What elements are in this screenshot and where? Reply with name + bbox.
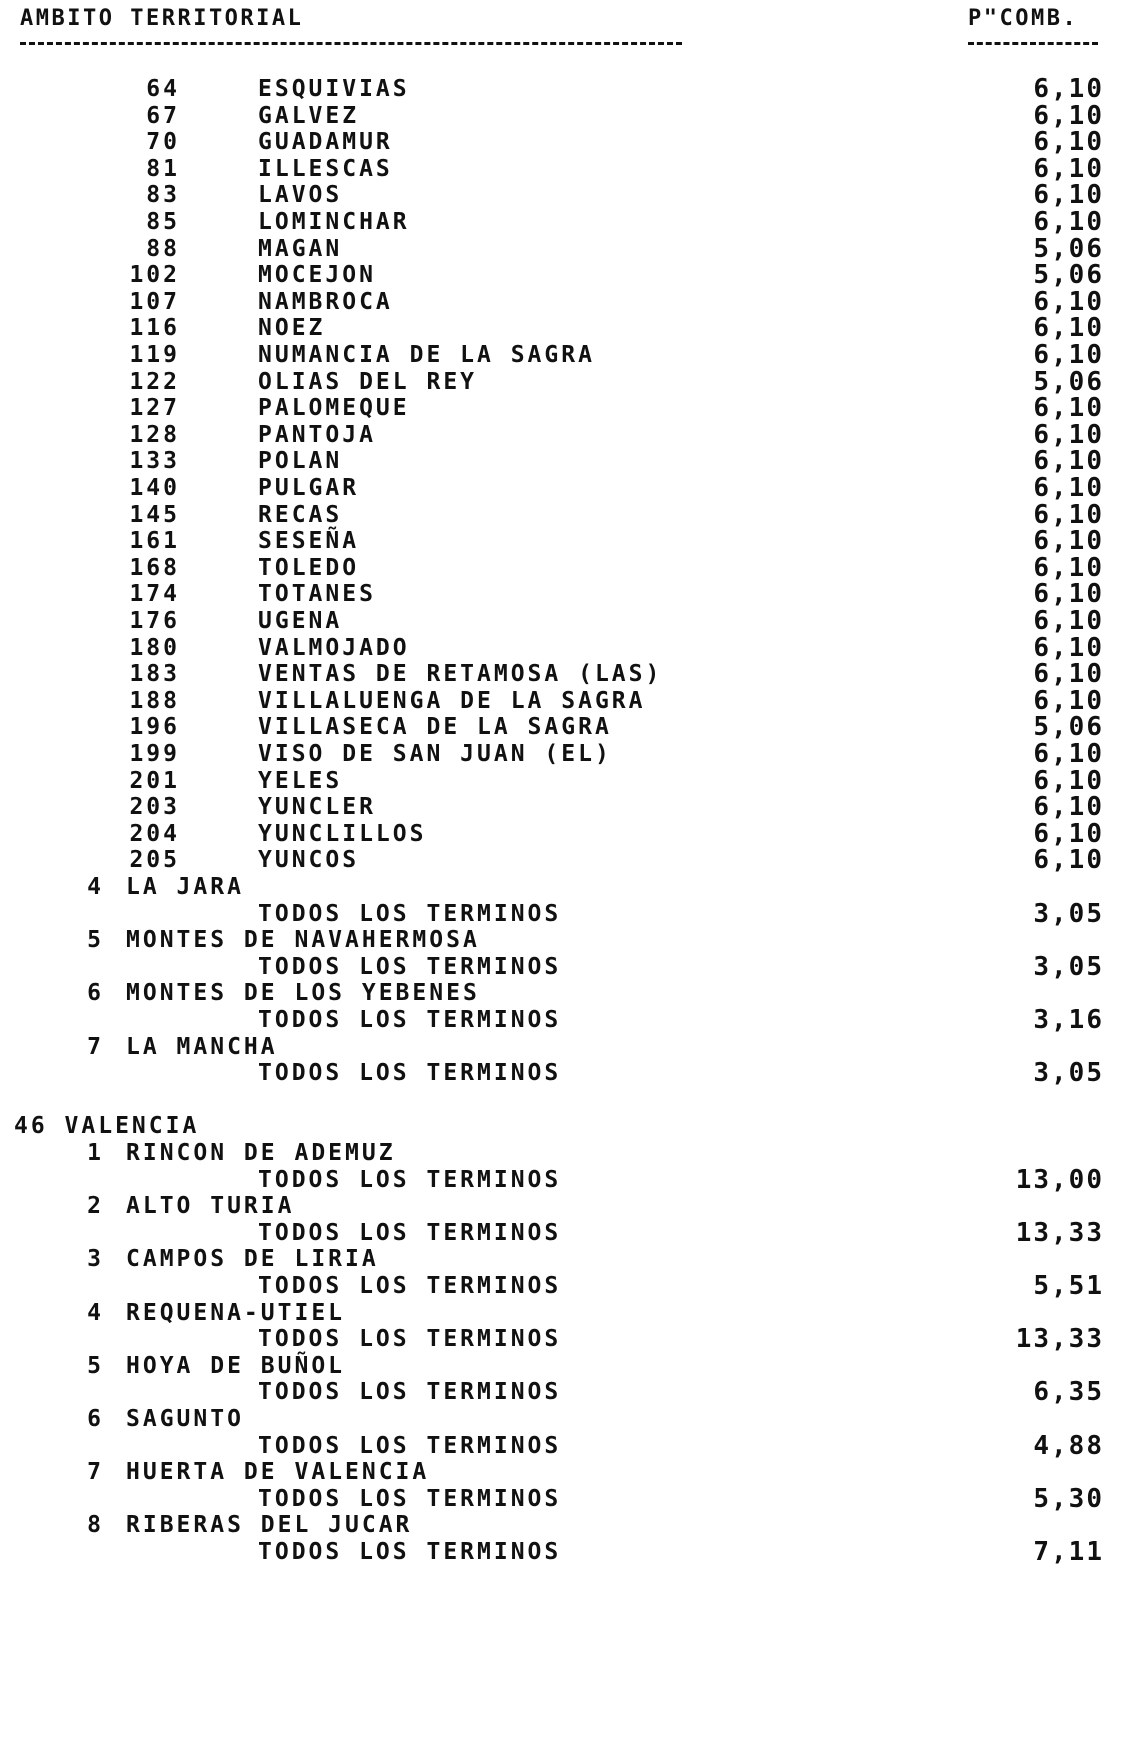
- pcomb-value: 6,10: [1033, 74, 1104, 104]
- comarca-name: RINCON DE ADEMUZ: [126, 1140, 396, 1166]
- comarca-heading-row: [0, 873, 1126, 902]
- municipality-code: 102: [129, 262, 180, 289]
- municipality-name: ILLESCAS: [258, 155, 393, 182]
- comarca-number: 5: [87, 927, 104, 954]
- comarca-name: MONTES DE NAVAHERMOSA: [126, 927, 480, 954]
- table-row: [0, 128, 1126, 157]
- table-row: [0, 634, 1126, 663]
- municipality-code: 127: [129, 395, 180, 422]
- municipality-code: 161: [129, 528, 180, 555]
- comarca-heading-row: [0, 1352, 1126, 1381]
- table-row: [0, 793, 1126, 822]
- municipality-name: TODOS LOS TERMINOS: [258, 1007, 562, 1033]
- municipality-name: SESEÑA: [258, 528, 360, 555]
- municipality-code: 88: [146, 235, 180, 262]
- municipality-name: TODOS LOS TERMINOS: [258, 900, 562, 927]
- municipality-name: TODOS LOS TERMINOS: [258, 1326, 562, 1353]
- table-row: [0, 687, 1126, 716]
- pcomb-value: 5,06: [1033, 260, 1104, 291]
- pcomb-value: 6,10: [1033, 127, 1104, 158]
- table-row: [0, 607, 1126, 636]
- municipality-name: PULGAR: [258, 475, 360, 501]
- comarca-number: 6: [87, 1406, 104, 1432]
- pcomb-value: 6,10: [1033, 765, 1104, 796]
- comarca-number: 6: [87, 980, 104, 1007]
- table-row: [0, 527, 1126, 556]
- pcomb-value: 6,10: [1033, 393, 1104, 424]
- pcomb-value: 6,10: [1033, 792, 1104, 823]
- table-row: [0, 846, 1126, 875]
- municipality-name: TOLEDO: [258, 554, 360, 581]
- table-row: [0, 288, 1126, 317]
- table-row: [0, 314, 1126, 343]
- table-row: [0, 713, 1126, 742]
- pcomb-value: 6,10: [1033, 526, 1104, 557]
- pcomb-value: 7,11: [1033, 1537, 1104, 1567]
- table-row: [0, 1485, 1126, 1514]
- pcomb-value: 6,10: [1033, 499, 1104, 530]
- comarca-heading-row: [0, 1245, 1126, 1274]
- pcomb-value: 6,10: [1033, 153, 1104, 184]
- pcomb-value: 6,10: [1033, 552, 1104, 583]
- comarca-heading-row: [0, 1192, 1126, 1221]
- municipality-code: 67: [146, 102, 180, 129]
- table-row: [0, 1272, 1126, 1301]
- municipality-code: 119: [129, 342, 180, 368]
- comarca-heading-row: [0, 926, 1126, 955]
- municipality-code: 64: [146, 76, 180, 102]
- table-row: [0, 767, 1126, 796]
- municipality-name: GALVEZ: [258, 102, 360, 129]
- municipality-code: 180: [129, 634, 180, 661]
- municipality-name: YELES: [258, 767, 343, 794]
- pcomb-value: 13,33: [1015, 1217, 1104, 1248]
- comarca-number: 7: [87, 1459, 104, 1486]
- municipality-code: 201: [129, 767, 180, 794]
- municipality-code: 176: [129, 608, 180, 634]
- comarca-number: 3: [87, 1246, 104, 1273]
- table-row: [0, 1219, 1126, 1248]
- comarca-number: 5: [87, 1352, 104, 1379]
- table-row: [0, 341, 1126, 370]
- municipality-name: VILLASECA DE LA SAGRA: [258, 714, 612, 741]
- pcomb-value: 6,10: [1033, 207, 1104, 237]
- municipality-code: 107: [129, 288, 180, 315]
- table-row: [0, 368, 1126, 397]
- comarca-heading-row: [0, 979, 1126, 1008]
- municipality-name: RECAS: [258, 501, 343, 528]
- pcomb-value: 6,10: [1033, 818, 1104, 849]
- table-row: [0, 208, 1126, 237]
- table-row: [0, 75, 1126, 104]
- pcomb-value: 6,10: [1033, 340, 1104, 370]
- table-row: [0, 740, 1126, 769]
- comarca-name: LA MANCHA: [126, 1033, 278, 1060]
- municipality-code: 70: [146, 129, 180, 156]
- pcomb-value: 6,10: [1033, 180, 1104, 211]
- municipality-name: YUNCOS: [258, 847, 360, 874]
- table-row: [0, 501, 1126, 530]
- pcomb-value: 6,10: [1033, 100, 1104, 131]
- table-row: [0, 394, 1126, 423]
- municipality-code: 199: [129, 741, 180, 767]
- table-row: [0, 554, 1126, 583]
- municipality-code: 116: [129, 315, 180, 342]
- municipality-name: VILLALUENGA DE LA SAGRA: [258, 687, 646, 714]
- municipality-code: 128: [129, 421, 180, 448]
- municipality-name: VISO DE SAN JUAN (EL): [258, 741, 612, 767]
- municipality-name: NAMBROCA: [258, 288, 393, 315]
- pcomb-value: 6,10: [1033, 845, 1104, 876]
- comarca-number: 4: [87, 874, 104, 900]
- pcomb-value: 6,10: [1033, 419, 1104, 450]
- table-row: [0, 235, 1126, 264]
- table-row: [0, 261, 1126, 290]
- comarca-name: MONTES DE LOS YEBENES: [126, 980, 480, 1007]
- municipality-name: VALMOJADO: [258, 634, 410, 661]
- municipality-name: TODOS LOS TERMINOS: [258, 1166, 562, 1193]
- pcomb-value: 6,35: [1033, 1377, 1104, 1408]
- municipality-name: LOMINCHAR: [258, 209, 410, 235]
- comarca-heading-row: [0, 1511, 1126, 1540]
- comarca-heading-row: [0, 1458, 1126, 1487]
- municipality-name: ESQUIVIAS: [258, 76, 410, 102]
- municipality-code: 145: [129, 501, 180, 528]
- municipality-name: TODOS LOS TERMINOS: [258, 953, 562, 980]
- comarca-name: RIBERAS DEL JUCAR: [126, 1512, 413, 1539]
- pcomb-value: 13,00: [1015, 1164, 1104, 1195]
- municipality-code: 122: [129, 368, 180, 395]
- table-row: [0, 181, 1126, 210]
- comarca-heading-row: [0, 1139, 1126, 1168]
- municipality-code: 168: [129, 554, 180, 581]
- municipality-name: TODOS LOS TERMINOS: [258, 1539, 562, 1565]
- table-row: [0, 1059, 1126, 1088]
- table-row: [0, 820, 1126, 849]
- table-row: [0, 421, 1126, 450]
- table-row: [0, 1432, 1126, 1461]
- comarca-name: REQUENA-UTIEL: [126, 1299, 346, 1326]
- table-row: [0, 900, 1126, 929]
- pcomb-value: 6,10: [1033, 606, 1104, 636]
- table-row: [0, 580, 1126, 609]
- municipality-name: TOTANES: [258, 581, 376, 608]
- municipality-code: 83: [146, 182, 180, 209]
- province-name: 46 VALENCIA: [14, 1113, 200, 1140]
- pcomb-value: 5,30: [1033, 1483, 1104, 1514]
- pcomb-value: 6,10: [1033, 446, 1104, 477]
- province-heading-row: [0, 1112, 1126, 1141]
- municipality-code: 133: [129, 448, 180, 475]
- municipality-code: 203: [129, 794, 180, 821]
- comarca-heading-row: [0, 1405, 1126, 1434]
- pcomb-value: 6,10: [1033, 579, 1104, 610]
- blank-row: [0, 1086, 1126, 1115]
- municipality-name: YUNCLER: [258, 794, 376, 821]
- municipality-name: NOEZ: [258, 315, 326, 342]
- municipality-name: TODOS LOS TERMINOS: [258, 1432, 562, 1459]
- pcomb-value: 3,16: [1033, 1005, 1104, 1035]
- municipality-name: TODOS LOS TERMINOS: [258, 1219, 562, 1246]
- municipality-name: PANTOJA: [258, 421, 376, 448]
- municipality-name: OLIAS DEL REY: [258, 368, 478, 395]
- pcomb-value: 6,10: [1033, 286, 1104, 317]
- pcomb-value: 3,05: [1033, 951, 1104, 982]
- municipality-name: GUADAMUR: [258, 129, 393, 156]
- comarca-name: HOYA DE BUÑOL: [126, 1352, 346, 1379]
- table-row: [0, 1166, 1126, 1195]
- municipality-name: VENTAS DE RETAMOSA (LAS): [258, 661, 663, 688]
- pcomb-value: 5,06: [1033, 712, 1104, 743]
- column-header-ambito: AMBITO TERRITORIAL: [20, 6, 304, 31]
- pcomb-value: 4,88: [1033, 1430, 1104, 1461]
- pcomb-value: 6,10: [1033, 685, 1104, 716]
- comarca-number: 4: [87, 1299, 104, 1326]
- comarca-number: 1: [87, 1140, 104, 1166]
- table-row: [0, 1538, 1126, 1567]
- municipality-name: PALOMEQUE: [258, 395, 410, 422]
- pcomb-value: 6,10: [1033, 632, 1104, 663]
- comarca-number: 7: [87, 1033, 104, 1060]
- comarca-name: SAGUNTO: [126, 1406, 244, 1432]
- table-row: [0, 102, 1126, 131]
- municipality-name: TODOS LOS TERMINOS: [258, 1379, 562, 1406]
- pcomb-value: 13,33: [1015, 1324, 1104, 1355]
- table-row: [0, 1006, 1126, 1035]
- municipality-code: 174: [129, 581, 180, 608]
- table-row: [0, 474, 1126, 503]
- municipality-name: LAVOS: [258, 182, 343, 209]
- comarca-name: CAMPOS DE LIRIA: [126, 1246, 379, 1273]
- pcomb-value: 3,05: [1033, 898, 1104, 929]
- municipality-code: 81: [146, 155, 180, 182]
- pcomb-value: 5,06: [1033, 233, 1104, 264]
- municipality-code: 196: [129, 714, 180, 741]
- pcomb-value: 6,10: [1033, 313, 1104, 344]
- comarca-number: 2: [87, 1193, 104, 1220]
- municipality-name: POLAN: [258, 448, 343, 475]
- municipality-name: TODOS LOS TERMINOS: [258, 1060, 562, 1087]
- comarca-name: LA JARA: [126, 874, 244, 900]
- pcomb-value: 5,06: [1033, 366, 1104, 397]
- municipality-code: 205: [129, 847, 180, 874]
- pcomb-value: 3,05: [1033, 1058, 1104, 1089]
- pcomb-value: 5,51: [1033, 1271, 1104, 1301]
- municipality-name: UGENA: [258, 608, 343, 634]
- pcomb-value: 6,10: [1033, 659, 1104, 690]
- pcomb-value: 6,10: [1033, 739, 1104, 769]
- municipality-name: TODOS LOS TERMINOS: [258, 1485, 562, 1512]
- header-underline-left: [20, 42, 682, 45]
- municipality-name: YUNCLILLOS: [258, 820, 427, 847]
- comarca-number: 8: [87, 1512, 104, 1539]
- comarca-heading-row: [0, 1033, 1126, 1062]
- municipality-code: 188: [129, 687, 180, 714]
- comarca-name: ALTO TURIA: [126, 1193, 295, 1220]
- municipality-name: MAGAN: [258, 235, 343, 262]
- municipality-code: 85: [146, 209, 180, 235]
- municipality-name: MOCEJON: [258, 262, 376, 289]
- municipality-code: 183: [129, 661, 180, 688]
- municipality-code: 204: [129, 820, 180, 847]
- table-row: [0, 1325, 1126, 1354]
- comarca-name: HUERTA DE VALENCIA: [126, 1459, 430, 1486]
- pcomb-value: 6,10: [1033, 473, 1104, 503]
- comarca-heading-row: [0, 1299, 1126, 1328]
- table-row: [0, 953, 1126, 982]
- header-underline-right: [968, 42, 1098, 45]
- column-header-pcomb: P"COMB.: [968, 6, 1079, 31]
- table-row: [0, 155, 1126, 184]
- municipality-name: TODOS LOS TERMINOS: [258, 1273, 562, 1299]
- table-row: [0, 660, 1126, 689]
- municipality-name: NUMANCIA DE LA SAGRA: [258, 342, 595, 368]
- table-row: [0, 1378, 1126, 1407]
- municipality-code: 140: [129, 475, 180, 501]
- table-row: [0, 447, 1126, 476]
